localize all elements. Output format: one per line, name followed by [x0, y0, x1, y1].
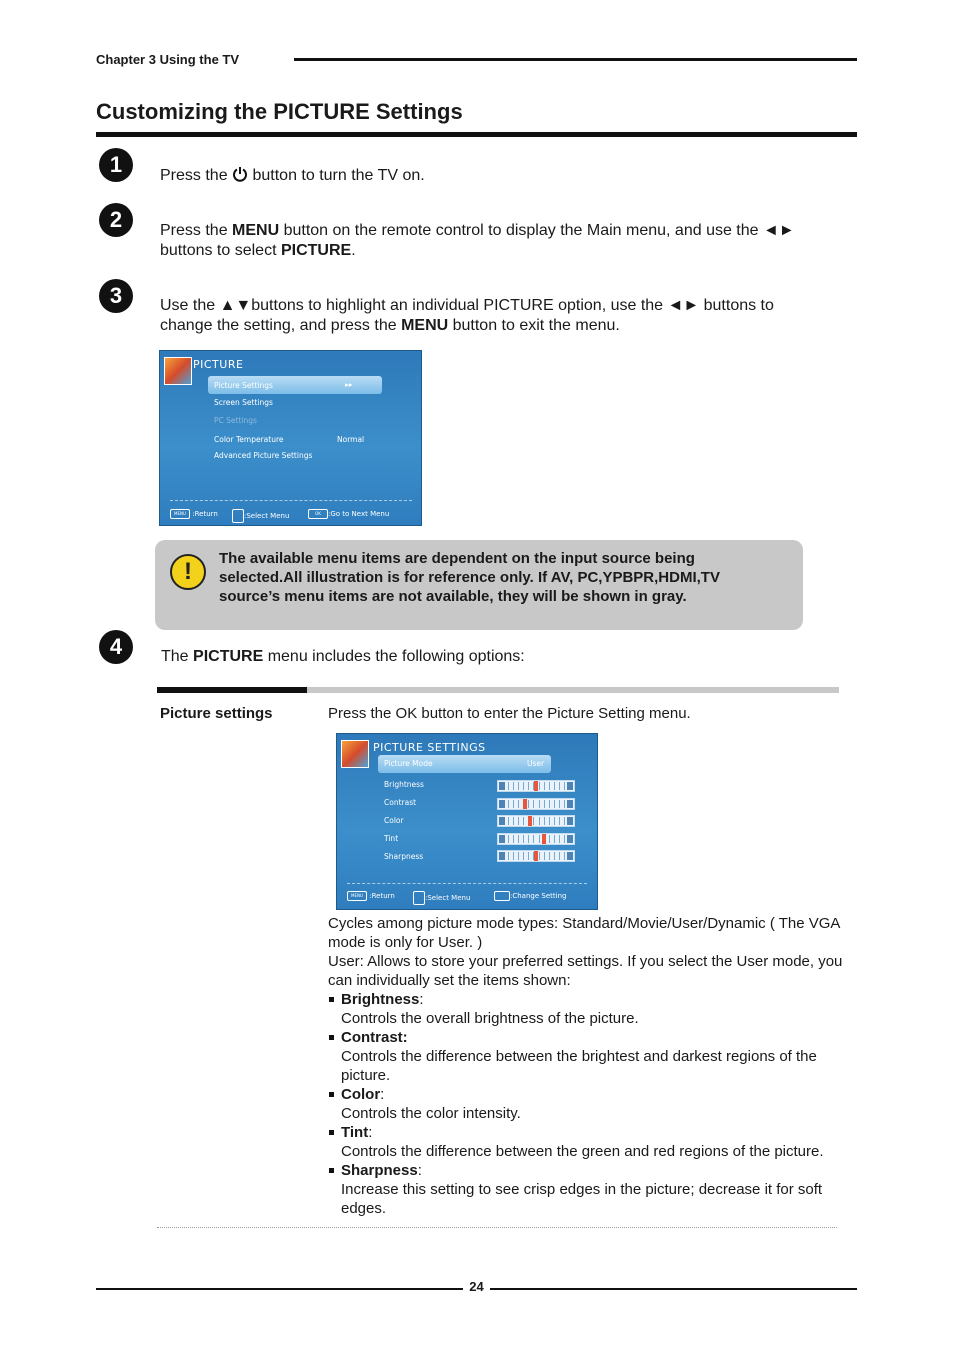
settings-footer-select-label: :Select Menu — [425, 894, 471, 902]
chapter-label: Chapter 3 Using the TV — [96, 52, 240, 67]
slider-tick — [559, 852, 560, 860]
slider-tick — [533, 835, 534, 843]
slider-level-marker — [534, 851, 538, 861]
step-1-number: 1 — [99, 148, 133, 182]
body-paragraph-2: User: Allows to store your preferred settings. If you select the User mode, you can individually set the items shown: — [328, 953, 843, 989]
slider-right-arrow-icon — [567, 800, 573, 808]
slider-tick — [518, 817, 519, 825]
note-text: The available menu items are dependent on the input source being selected.All illustration is for reference only. If AV, PC,YPBPR,HDMI,TV source’s menu items are not available, they will be shown in gray. — [219, 550, 720, 605]
slider-tick — [528, 782, 529, 790]
slider-tick — [549, 782, 550, 790]
bullet-desc: Increase this setting to see crisp edges in the picture; decrease it for soft edges. — [341, 1181, 823, 1217]
slider-tick — [549, 852, 550, 860]
slider-tick — [523, 782, 524, 790]
slider-tick — [559, 800, 560, 808]
bullet-square-icon — [329, 1092, 334, 1097]
contrast-label[interactable]: Contrast — [384, 798, 417, 807]
tint-label[interactable]: Tint — [384, 834, 399, 843]
power-icon — [232, 166, 248, 182]
slider-left-arrow-icon — [499, 852, 505, 860]
brightness-slider[interactable] — [497, 780, 575, 792]
slider-tick — [528, 800, 529, 808]
slider-tick — [564, 782, 565, 790]
slider-tick — [549, 800, 550, 808]
settings-divider — [347, 883, 587, 884]
contrast-slider[interactable] — [497, 798, 575, 810]
sharpness-label[interactable]: Sharpness — [384, 852, 424, 861]
slider-tick — [508, 835, 509, 843]
footer-select — [232, 509, 289, 523]
color-temperature-value: Normal — [337, 435, 365, 444]
slider-tick — [513, 800, 514, 808]
bullet-sep: : — [368, 1124, 373, 1141]
slider-tick — [564, 835, 565, 843]
picture-menu-title: PICTURE — [193, 358, 244, 371]
slider-right-arrow-icon — [567, 835, 573, 843]
slider-level-marker — [542, 834, 546, 844]
bullet-desc: Controls the color intensity. — [341, 1105, 521, 1122]
slider-tick — [544, 800, 545, 808]
slider-tick — [518, 800, 519, 808]
menu-divider — [170, 500, 412, 501]
step-2-mid: button on the remote control to display the Main menu, and use the ◄► buttons to select — [160, 222, 795, 259]
step-4-pre: The — [161, 648, 194, 665]
slider-tick — [544, 817, 545, 825]
slider-right-arrow-icon — [567, 852, 573, 860]
slider-tick — [533, 800, 534, 808]
page-title: Customizing the PICTURE Settings — [96, 99, 463, 124]
slider-tick — [549, 817, 550, 825]
color-slider[interactable] — [497, 815, 575, 827]
footer-next-label: :Go to Next Menu — [328, 510, 390, 518]
settings-footer-return-label: :Return — [369, 892, 395, 900]
picture-menu-screenshot — [159, 350, 422, 526]
bullet-sep: : — [380, 1086, 385, 1103]
slider-tick — [528, 835, 529, 843]
menu-item-pc-settings: PC Settings — [214, 416, 257, 425]
slider-level-marker — [534, 781, 538, 791]
section-label: Picture settings — [160, 705, 273, 722]
menu-item-advanced-picture-settings[interactable]: Advanced Picture Settings — [214, 451, 313, 460]
bullet-square-icon — [329, 1168, 334, 1173]
slider-tick — [518, 782, 519, 790]
slider-tick — [523, 817, 524, 825]
settings-updown-key-icon — [413, 891, 425, 905]
color-label[interactable]: Color — [384, 816, 404, 825]
caution-icon: ! — [170, 554, 206, 590]
slider-left-arrow-icon — [499, 817, 505, 825]
slider-tick — [549, 835, 550, 843]
slider-tick — [554, 835, 555, 843]
menu-item-color-temperature[interactable]: Color Temperature — [214, 435, 284, 444]
slider-tick — [523, 852, 524, 860]
bullet-brightness — [328, 990, 858, 1028]
step-4-bold: PICTURE — [193, 648, 264, 665]
slider-tick — [564, 800, 565, 808]
bullet-desc: Controls the overall brightness of the picture. — [341, 1010, 639, 1027]
bullet-term: Tint — [341, 1124, 369, 1141]
slider-tick — [533, 817, 534, 825]
step-4-text — [161, 647, 821, 667]
slider-left-arrow-icon — [499, 800, 505, 808]
settings-footer-change — [494, 891, 566, 901]
step-2-bold-2: PICTURE — [280, 242, 352, 259]
section-bar-light — [307, 687, 839, 693]
bullet-sep: : — [417, 1162, 422, 1179]
slider-tick — [518, 852, 519, 860]
step-2-pre: Press the — [160, 222, 233, 239]
page-number: 24 — [469, 1279, 484, 1294]
bullet-square-icon — [329, 1035, 334, 1040]
slider-level-marker — [528, 816, 532, 826]
chevron-right-icon: ▸▸ — [345, 380, 353, 389]
step-2-number: 2 — [99, 203, 133, 237]
step-2-bold-1: MENU — [232, 222, 280, 239]
body-paragraph-1: Cycles among picture mode types: Standard/Movie/User/Dynamic ( The VGA mode is only for User. ) — [328, 915, 840, 951]
settings-menu-key-icon: MENU — [347, 891, 367, 901]
step-3-post: button to exit the menu. — [448, 317, 620, 334]
slider-tick — [513, 835, 514, 843]
step-1-post: button to turn the TV on. — [248, 167, 425, 184]
bullet-term: Contrast: — [341, 1029, 408, 1046]
bullet-tint — [328, 1123, 858, 1161]
bullet-contrast — [328, 1028, 858, 1085]
step-2-post: . — [351, 242, 356, 259]
settings-footer-return — [347, 891, 395, 901]
step-3-bold: MENU — [401, 317, 449, 334]
bullet-desc: Controls the difference between the green and red regions of the picture. — [341, 1143, 824, 1160]
step-4-post: menu includes the following options: — [263, 648, 525, 665]
step-1-text — [160, 166, 820, 186]
slider-tick — [513, 852, 514, 860]
settings-footer-change-label: :Change Setting — [510, 892, 567, 900]
slider-tick — [559, 782, 560, 790]
bullet-square-icon — [329, 997, 334, 1002]
updown-key-icon — [232, 509, 244, 523]
step-1-pre: Press the — [160, 167, 233, 184]
settings-footer-select — [413, 891, 470, 905]
picture-settings-logo-icon — [341, 740, 369, 768]
bullet-sep: : — [419, 991, 424, 1008]
slider-left-arrow-icon — [499, 782, 505, 790]
picture-mode-value: User — [527, 759, 545, 768]
slider-right-arrow-icon — [567, 817, 573, 825]
footer-select-label: :Select Menu — [244, 512, 290, 520]
slider-left-arrow-icon — [499, 835, 505, 843]
sharpness-slider[interactable] — [497, 850, 575, 862]
footer-return — [170, 509, 218, 519]
step-3-number: 3 — [99, 279, 133, 313]
picture-mode-label[interactable]: Picture Mode — [384, 759, 433, 768]
slider-tick — [539, 800, 540, 808]
bullet-desc: Controls the difference between the brightest and darkest regions of the picture. — [341, 1048, 817, 1084]
slider-tick — [523, 835, 524, 843]
bullet-term: Sharpness — [341, 1162, 418, 1179]
slider-tick — [513, 782, 514, 790]
footer-return-label: :Return — [192, 510, 218, 518]
slider-level-marker — [523, 799, 527, 809]
slider-tick — [539, 835, 540, 843]
slider-tick — [539, 852, 540, 860]
footer-next — [308, 509, 389, 519]
bullet-square-icon — [329, 1130, 334, 1135]
picture-settings-title: PICTURE SETTINGS — [373, 741, 486, 754]
section-end-rule — [157, 1227, 837, 1228]
menu-item-screen-settings[interactable]: Screen Settings — [214, 398, 273, 407]
slider-right-arrow-icon — [567, 782, 573, 790]
step-4-number: 4 — [99, 630, 133, 664]
slider-tick — [528, 852, 529, 860]
ok-key-icon: OK — [308, 509, 328, 519]
step-3-text — [160, 296, 820, 336]
slider-tick — [559, 835, 560, 843]
slider-tick — [518, 835, 519, 843]
bullet-sharpness — [328, 1161, 858, 1218]
footer-rule-left — [96, 1288, 463, 1290]
slider-tick — [554, 852, 555, 860]
slider-tick — [559, 817, 560, 825]
slider-tick — [513, 817, 514, 825]
slider-tick — [508, 852, 509, 860]
tint-slider[interactable] — [497, 833, 575, 845]
footer-rule-right — [490, 1288, 857, 1290]
slider-tick — [564, 852, 565, 860]
picture-settings-screenshot — [336, 733, 598, 910]
header-rule — [294, 58, 857, 61]
picture-settings-body — [328, 914, 858, 1218]
slider-tick — [508, 817, 509, 825]
section-description: Press the OK button to enter the Picture Setting menu. — [328, 705, 691, 722]
slider-tick — [539, 782, 540, 790]
step-3-pre: Use the ▲▼buttons to highlight an individual PICTURE option, use the ◄► buttons to change the setting, and press the — [160, 297, 774, 334]
slider-tick — [508, 800, 509, 808]
step-2-text — [160, 221, 820, 261]
leftright-key-icon — [494, 891, 510, 901]
slider-tick — [539, 817, 540, 825]
bullet-color — [328, 1085, 858, 1123]
slider-tick — [544, 852, 545, 860]
slider-tick — [544, 782, 545, 790]
slider-tick — [564, 817, 565, 825]
section-bar-dark — [157, 687, 307, 693]
slider-tick — [508, 782, 509, 790]
bullet-term: Brightness — [341, 991, 420, 1008]
slider-tick — [554, 782, 555, 790]
bullet-term: Color — [341, 1086, 381, 1103]
slider-tick — [554, 817, 555, 825]
menu-item-picture-settings[interactable]: Picture Settings — [214, 381, 273, 390]
brightness-label[interactable]: Brightness — [384, 780, 424, 789]
slider-tick — [554, 800, 555, 808]
picture-logo-icon — [164, 357, 192, 385]
menu-key-icon: MENU — [170, 509, 190, 519]
title-rule — [96, 132, 857, 137]
